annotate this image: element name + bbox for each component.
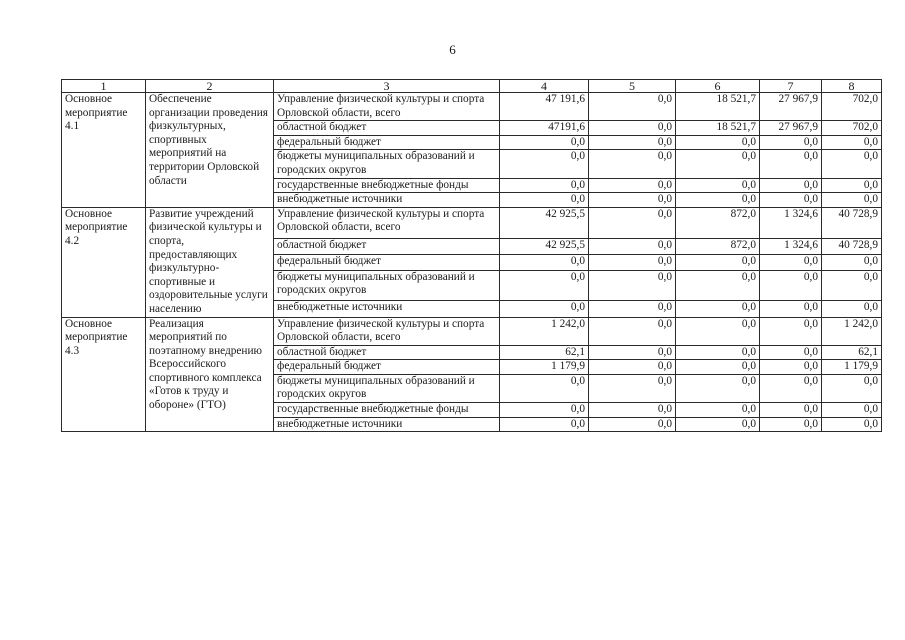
- amount-cell: 0,0: [760, 270, 822, 301]
- funding-source-cell: внебюджетные источники: [274, 193, 500, 208]
- funding-source-cell: бюджеты муниципальных образований и городских округов: [274, 374, 500, 402]
- amount-cell: 0,0: [822, 403, 882, 418]
- funding-source-cell: Управление физической культуры и спорта Орловской области, всего: [274, 93, 500, 121]
- amount-cell: 0,0: [500, 254, 589, 270]
- funding-source-cell: областной бюджет: [274, 121, 500, 136]
- amount-cell: 0,0: [589, 403, 676, 418]
- page-number: 6: [449, 42, 456, 57]
- amount-cell: 0,0: [676, 317, 760, 345]
- amount-cell: 47 191,6: [500, 93, 589, 121]
- column-header: 3: [274, 80, 500, 93]
- amount-cell: 0,0: [676, 135, 760, 150]
- amount-cell: 40 728,9: [822, 238, 882, 254]
- amount-cell: 0,0: [676, 301, 760, 317]
- amount-cell: 0,0: [676, 150, 760, 178]
- amount-cell: 1 179,9: [500, 360, 589, 375]
- amount-cell: 0,0: [500, 193, 589, 208]
- event-code-cell: Основное мероприятие 4.2: [62, 207, 146, 317]
- amount-cell: 0,0: [676, 417, 760, 432]
- amount-cell: 42 925,5: [500, 207, 589, 238]
- column-header: 1: [62, 80, 146, 93]
- amount-cell: 0,0: [589, 360, 676, 375]
- amount-cell: 27 967,9: [760, 93, 822, 121]
- amount-cell: 1 179,9: [822, 360, 882, 375]
- amount-cell: 0,0: [822, 135, 882, 150]
- amount-cell: 0,0: [589, 345, 676, 360]
- table-row: [62, 207, 882, 238]
- amount-cell: 0,0: [822, 178, 882, 193]
- amount-cell: 0,0: [760, 178, 822, 193]
- amount-cell: 0,0: [676, 360, 760, 375]
- amount-cell: 40 728,9: [822, 207, 882, 238]
- amount-cell: 1 324,6: [760, 207, 822, 238]
- amount-cell: 0,0: [676, 345, 760, 360]
- funding-source-cell: Управление физической культуры и спорта Орловской области, всего: [274, 317, 500, 345]
- funding-source-cell: государственные внебюджетные фонды: [274, 178, 500, 193]
- amount-cell: 0,0: [676, 254, 760, 270]
- amount-cell: 0,0: [589, 317, 676, 345]
- amount-cell: 0,0: [760, 301, 822, 317]
- amount-cell: 0,0: [760, 193, 822, 208]
- funding-source-cell: внебюджетные источники: [274, 417, 500, 432]
- amount-cell: 0,0: [760, 374, 822, 402]
- column-header: 5: [589, 80, 676, 93]
- amount-cell: 0,0: [822, 301, 882, 317]
- amount-cell: 0,0: [589, 207, 676, 238]
- amount-cell: 0,0: [500, 150, 589, 178]
- amount-cell: 0,0: [589, 417, 676, 432]
- amount-cell: 0,0: [589, 150, 676, 178]
- event-name-cell: Реализация мероприятий по поэтапному внедрению Всероссийского спортивного комплекса «Готов к труду и обороне» (ГТО): [146, 317, 274, 432]
- amount-cell: 0,0: [676, 270, 760, 301]
- amount-cell: 0,0: [822, 254, 882, 270]
- amount-cell: 0,0: [760, 417, 822, 432]
- amount-cell: 47191,6: [500, 121, 589, 136]
- amount-cell: 0,0: [676, 403, 760, 418]
- amount-cell: 0,0: [589, 301, 676, 317]
- amount-cell: 1 242,0: [822, 317, 882, 345]
- amount-cell: 0,0: [500, 374, 589, 402]
- funding-source-cell: федеральный бюджет: [274, 254, 500, 270]
- funding-source-cell: государственные внебюджетные фонды: [274, 403, 500, 418]
- amount-cell: 27 967,9: [760, 121, 822, 136]
- amount-cell: 0,0: [760, 403, 822, 418]
- amount-cell: 0,0: [822, 150, 882, 178]
- funding-source-cell: внебюджетные источники: [274, 301, 500, 317]
- amount-cell: 0,0: [589, 374, 676, 402]
- amount-cell: 0,0: [589, 254, 676, 270]
- column-header: 2: [146, 80, 274, 93]
- amount-cell: 0,0: [500, 270, 589, 301]
- table-row: [62, 93, 882, 121]
- amount-cell: 0,0: [589, 93, 676, 121]
- amount-cell: 0,0: [589, 238, 676, 254]
- amount-cell: 0,0: [500, 403, 589, 418]
- amount-cell: 0,0: [760, 254, 822, 270]
- amount-cell: 0,0: [760, 150, 822, 178]
- amount-cell: 62,1: [500, 345, 589, 360]
- amount-cell: 0,0: [676, 178, 760, 193]
- amount-cell: 0,0: [822, 270, 882, 301]
- funding-table: [61, 79, 882, 432]
- amount-cell: 1 324,6: [760, 238, 822, 254]
- amount-cell: 702,0: [822, 121, 882, 136]
- event-name-cell: Развитие учреждений физической культуры и спорта, предоставляющих физкультурно-спортивные и оздоровительные услуги населению: [146, 207, 274, 317]
- amount-cell: 18 521,7: [676, 121, 760, 136]
- amount-cell: 0,0: [589, 178, 676, 193]
- column-header: 6: [676, 80, 760, 93]
- amount-cell: 0,0: [760, 135, 822, 150]
- amount-cell: 1 242,0: [500, 317, 589, 345]
- table-row: [62, 317, 882, 345]
- amount-cell: 0,0: [500, 417, 589, 432]
- amount-cell: 702,0: [822, 93, 882, 121]
- amount-cell: 0,0: [500, 301, 589, 317]
- amount-cell: 18 521,7: [676, 93, 760, 121]
- amount-cell: 0,0: [676, 374, 760, 402]
- amount-cell: 0,0: [760, 317, 822, 345]
- funding-source-cell: областной бюджет: [274, 345, 500, 360]
- amount-cell: 0,0: [589, 121, 676, 136]
- amount-cell: 42 925,5: [500, 238, 589, 254]
- amount-cell: 62,1: [822, 345, 882, 360]
- funding-source-cell: федеральный бюджет: [274, 135, 500, 150]
- amount-cell: 0,0: [822, 374, 882, 402]
- funding-source-cell: областной бюджет: [274, 238, 500, 254]
- amount-cell: 0,0: [500, 178, 589, 193]
- amount-cell: 872,0: [676, 238, 760, 254]
- event-name-cell: Обеспечение организации проведения физкультурных, спортивных мероприятий на территории Орловской области: [146, 93, 274, 208]
- column-header: 7: [760, 80, 822, 93]
- column-header: 4: [500, 80, 589, 93]
- funding-source-cell: федеральный бюджет: [274, 360, 500, 375]
- amount-cell: 0,0: [500, 135, 589, 150]
- amount-cell: 872,0: [676, 207, 760, 238]
- amount-cell: 0,0: [589, 193, 676, 208]
- amount-cell: 0,0: [760, 345, 822, 360]
- amount-cell: 0,0: [822, 193, 882, 208]
- amount-cell: 0,0: [589, 270, 676, 301]
- funding-source-cell: бюджеты муниципальных образований и городских округов: [274, 270, 500, 301]
- amount-cell: 0,0: [822, 417, 882, 432]
- amount-cell: 0,0: [760, 360, 822, 375]
- amount-cell: 0,0: [676, 193, 760, 208]
- event-code-cell: Основное мероприятие 4.3: [62, 317, 146, 432]
- funding-source-cell: бюджеты муниципальных образований и городских округов: [274, 150, 500, 178]
- amount-cell: 0,0: [589, 135, 676, 150]
- column-header: 8: [822, 80, 882, 93]
- funding-source-cell: Управление физической культуры и спорта Орловской области, всего: [274, 207, 500, 238]
- event-code-cell: Основное мероприятие 4.1: [62, 93, 146, 208]
- header-row: [62, 80, 882, 93]
